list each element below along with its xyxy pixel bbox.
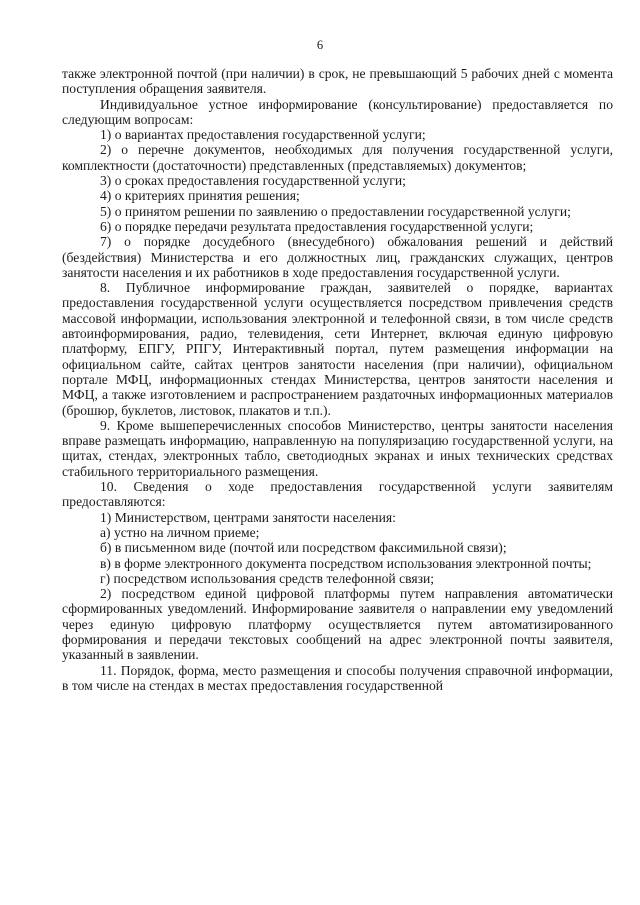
paragraph: б) в письменном виде (почтой или посредством факсимильной связи);	[100, 540, 507, 556]
paragraph: 4) о критериях принятия решения;	[100, 188, 300, 204]
page-number: 6	[316, 38, 324, 52]
paragraph: 1) Министерством, центрами занятости населения:	[100, 509, 396, 525]
paragraph: 11. Порядок, форма, место размещения и способы получения справочной информации, в том числе на стендах в местах предоставления государственной	[62, 662, 613, 693]
paragraph: в) в форме электронного документа посредством использования электронной почты;	[100, 555, 592, 571]
paragraph: 9. Кроме вышеперечисленных способов Министерство, центры занятости населения вправе размещать информацию, направленную на популяризацию государственной услуги, на щитах, стендах, электронных табло, светодиодных экранах и иных технических средствах стабильного территориального размещения.	[62, 417, 613, 479]
paragraph: 2) о перечне документов, необходимых для получения государственной услуги, комплектности (достаточности) представленных (представляемых) документов;	[62, 142, 613, 173]
paragraph: г) посредством использования средств телефонной связи;	[100, 570, 435, 586]
paragraph: 6) о порядке передачи результата предоставления государственной услуги;	[100, 218, 534, 234]
paragraph: 1) о вариантах предоставления государственной услуги;	[100, 127, 426, 143]
document-body	[62, 66, 613, 693]
paragraph: 8. Публичное информирование граждан, заявителей о порядке, вариантах предоставления государственной услуги осуществляется посредством привлечения средств массовой информации, использования электронной и телефонной связи, в том числе средств автоинформирования, радио, телевидения, сети Интернет, включая единую цифровую платформу, ЕПГУ, РПГУ, Интерактивный портал, путем размещения информации на официальном сайте, сайтах центров занятости населения (при наличии), официальном портале МФЦ, информационных стендах Министерства, центров занятости населения и МФЦ, а также изготовлением и распространением раздаточных информационных материалов (брошюр, буклетов, листовок, плакатов и т.п.).	[62, 280, 613, 418]
paragraph: 10. Сведения о ходе предоставления государственной услуги заявителям предоставляются:	[62, 479, 613, 510]
paragraph: 3) о сроках предоставления государственной услуги;	[100, 173, 406, 189]
paragraph: а) устно на личном приеме;	[100, 524, 260, 540]
paragraph: Индивидуальное устное информирование (консультирование) предоставляется по следующим вопросам:	[62, 96, 613, 127]
paragraph: 5) о принятом решении по заявлению о предоставлении государственной услуги;	[100, 203, 571, 219]
paragraph: 7) о порядке досудебного (внесудебного) обжалования решений и действий (бездействия) Министерства и его должностных лиц, гражданских служащих, центров занятости населения и их работников в ходе предоставления государственной услуги.	[62, 234, 613, 280]
paragraph: 2) посредством единой цифровой платформы путем направления автоматически сформированных уведомлений. Информирование заявителя о направлении ему уведомлений через единую цифровую платформу осуществляется путем автоматизированного формирования и передачи текстовых сообщений на адрес электронной почты заявителя, указанный в заявлении.	[62, 586, 613, 663]
paragraph: также электронной почтой (при наличии) в срок, не превышающий 5 рабочих дней с момента поступления обращения заявителя.	[62, 66, 613, 97]
